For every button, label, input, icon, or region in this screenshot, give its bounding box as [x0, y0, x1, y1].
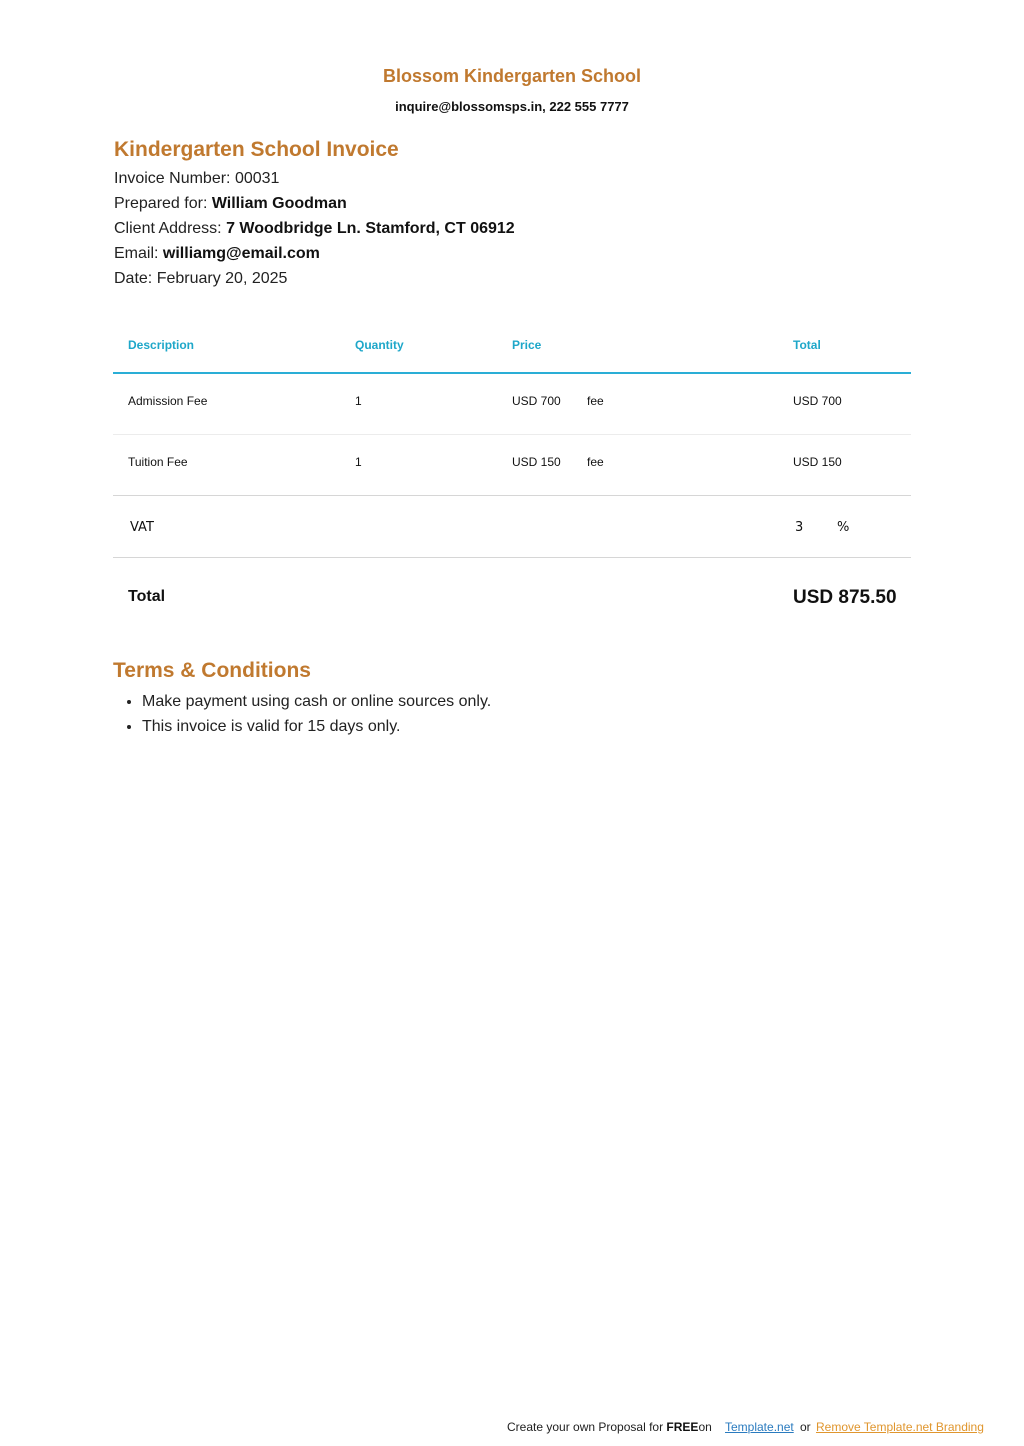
- row-total: USD 700: [793, 394, 842, 408]
- th-price: Price: [512, 338, 542, 352]
- remove-branding-link[interactable]: Remove Template.net Branding: [816, 1420, 984, 1434]
- date-label: Date:: [114, 270, 157, 287]
- row-unit: fee: [587, 394, 604, 408]
- total-label: Total: [128, 588, 166, 605]
- row-quantity: 1: [355, 394, 362, 408]
- row-price: USD 700: [512, 394, 561, 408]
- footer-text: [507, 1420, 712, 1434]
- footer-text-after: on: [698, 1420, 712, 1434]
- terms-title: Terms & Conditions: [113, 659, 311, 682]
- client-address-label: Client Address:: [114, 220, 227, 237]
- invoice-number-line: [114, 170, 279, 188]
- footer-text-before: Create your own Proposal for: [507, 1420, 667, 1434]
- subtotal-divider: [113, 495, 911, 496]
- template-net-link[interactable]: Template.net: [725, 1420, 794, 1434]
- list-item: • This invoice is valid for 15 days only.: [142, 714, 491, 739]
- school-contact: inquire@blossomsps.in, 222 555 7777: [395, 99, 629, 114]
- email-label: Email:: [114, 245, 163, 262]
- email-line: [114, 245, 320, 263]
- table-header-rule: [113, 372, 911, 374]
- list-item: • Make payment using cash or online sources only.: [142, 689, 491, 714]
- row-divider: [113, 434, 911, 435]
- vat-unit: %: [837, 520, 850, 535]
- footer-free: FREE: [666, 1420, 699, 1434]
- total-value: USD 875.50: [793, 587, 897, 608]
- th-total: Total: [793, 338, 821, 352]
- vat-label: VAT: [130, 520, 154, 535]
- email-value: williamg@email.com: [162, 245, 320, 262]
- th-description: Description: [128, 338, 195, 352]
- invoice-number-label: Invoice Number:: [114, 170, 235, 187]
- footer-or: or: [800, 1420, 811, 1434]
- client-address-line: [114, 220, 515, 238]
- row-unit: fee: [587, 455, 604, 469]
- terms-list: [114, 689, 491, 739]
- row-total: USD 150: [793, 455, 842, 469]
- vat-value: 3: [795, 520, 804, 535]
- prepared-for-label: Prepared for:: [114, 195, 212, 212]
- row-quantity: 1: [355, 455, 362, 469]
- th-quantity: Quantity: [355, 338, 404, 352]
- client-address: 7 Woodbridge Ln. Stamford, CT 06912: [226, 220, 515, 237]
- vat-divider: [113, 557, 911, 558]
- school-name: Blossom Kindergarten School: [382, 66, 642, 86]
- row-price: USD 150: [512, 455, 561, 469]
- date-value: February 20, 2025: [156, 270, 288, 287]
- date-line: [114, 270, 287, 288]
- row-description: Admission Fee: [128, 394, 208, 408]
- invoice-number: 00031: [234, 170, 280, 187]
- prepared-for-name: William Goodman: [211, 195, 347, 212]
- prepared-for-line: [114, 195, 347, 213]
- invoice-title: Kindergarten School Invoice: [114, 138, 399, 161]
- row-description: Tuition Fee: [128, 455, 188, 469]
